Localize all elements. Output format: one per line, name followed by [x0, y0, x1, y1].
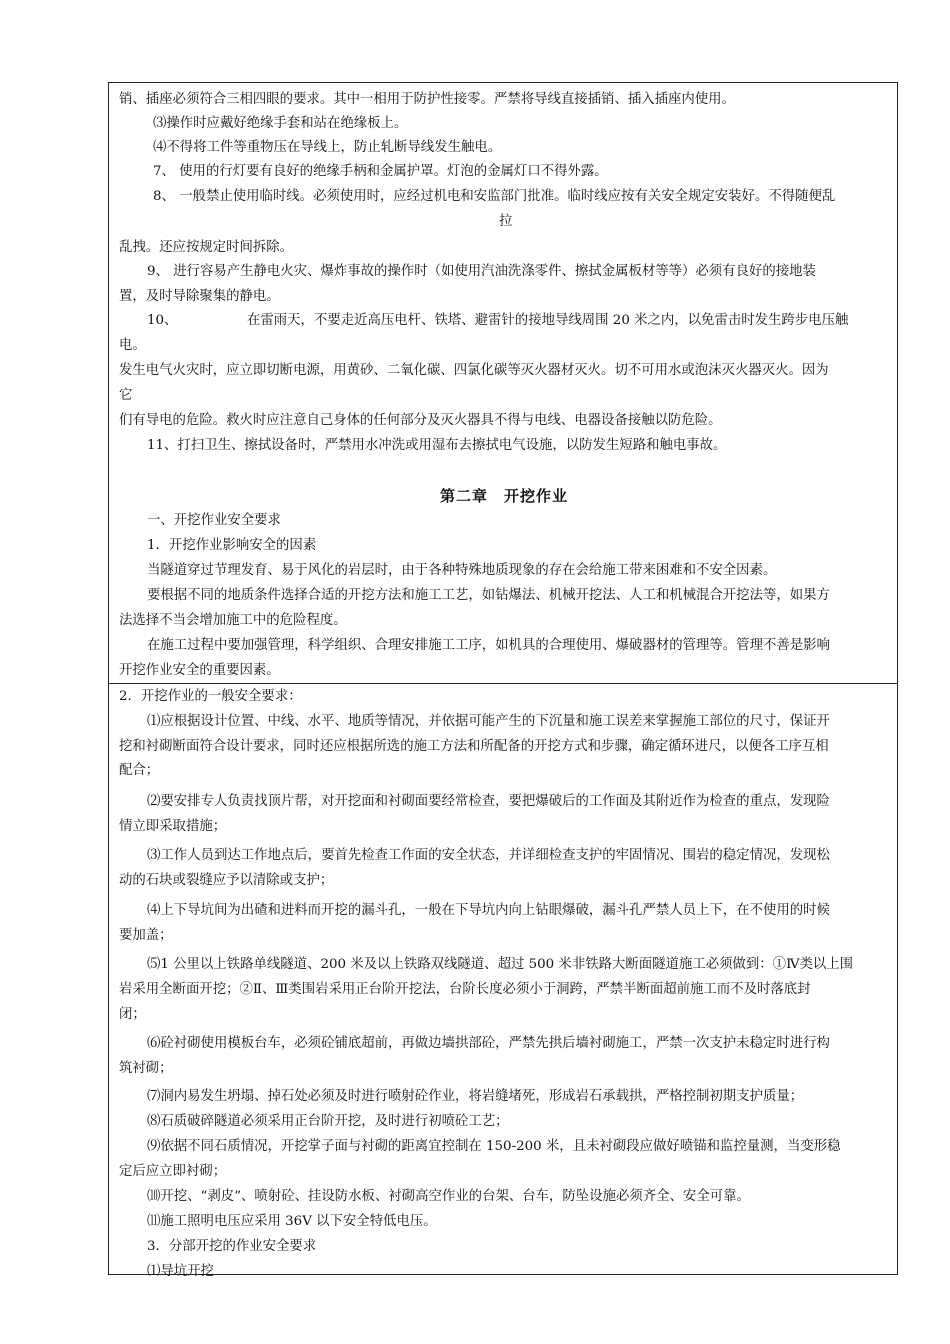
subsection-heading: 3．分部开挖的作业安全要求	[147, 1239, 317, 1254]
text-line: 定后应立即衬砌；	[119, 1164, 227, 1179]
text-line: ⑽开挖、“剥皮”、喷射砼、挂设防水板、衬砌高空作业的台架、台车，防坠设施必须齐全、安全可靠。	[147, 1189, 750, 1204]
text-line: ⑴应根据设计位置、中线、水平、地质等情况，并依据可能产生的下沉量和施工误差来掌握施工部位的尺寸，保证开	[147, 714, 830, 729]
text-line: 们有导电的危险。救火时应注意自己身体的任何部分及灭火器具不得与电线、电器设备接触以防危险。	[119, 413, 722, 428]
text-line: 电。	[119, 338, 146, 353]
text-line: 10、	[147, 313, 178, 328]
text-line: 挖和衬砌断面符合设计要求，同时还应根据所选的施工方法和所配备的开挖方式和步骤，确定循环进尺，以便各工序互相	[119, 739, 829, 754]
chapter-title: 第二章 开挖作业	[439, 487, 568, 505]
text-line: 11、打扫卫生、擦拭设备时，严禁用水冲洗或用湿布去擦拭电气设施，以防发生短路和触电事故。	[147, 438, 727, 453]
text-line: 8、 一般禁止使用临时线。必须使用时，应经过机电和安监部门批准。临时线应按有关安全规定安装好。不得随便乱	[153, 189, 836, 204]
text-line: 开挖作业安全的重要因素。	[119, 663, 280, 678]
text-line: ⑸1 公里以上铁路单线隧道、200 米及以上铁路双线隧道、超过 500 米非铁路大断面隧道施工必须做到：①Ⅳ类以上围	[147, 957, 854, 972]
text-line: ⑷不得将工件等重物压在导线上，防止轧断导线发生触电。	[153, 140, 502, 155]
text-line: 9、 进行容易产生静电火灾、爆炸事故的操作时（如使用汽油洗涤零件、擦拭金属板材等等）必须有良好的接地装	[147, 264, 816, 279]
section-heading: 一、开挖作业安全要求	[147, 513, 281, 528]
text-line: ⑴导坑开挖	[147, 1264, 214, 1279]
text-line: 乱拽。还应按规定时间拆除。	[119, 240, 294, 255]
text-line: 拉	[499, 214, 513, 229]
text-line: 要加盖；	[119, 928, 173, 943]
text-line: 筑衬砌；	[119, 1061, 173, 1076]
text-line: 配合；	[119, 763, 160, 778]
text-line: 动的石块或裂缝应予以清除或支护；	[119, 873, 334, 888]
text-line: 在雷雨天，不要走近高压电杆、铁塔、避雷针的接地导线周围 20 米之内，以免雷击时发生跨步电压触	[247, 313, 849, 328]
text-line: 它	[119, 388, 133, 403]
text-line: 在施工过程中要加强管理，科学组织、合理安排施工工序，如机具的合理使用、爆破器材的管理等。管理不善是影响	[147, 638, 830, 653]
text-line: 销、插座必须符合三相四眼的要求。其中一相用于防护性接零。严禁将导线直接插销、插入插座内使用。	[119, 92, 735, 107]
text-line: ⑾施工照明电压应采用 36V 以下安全特低电压。	[147, 1214, 437, 1229]
text-line: 要根据不同的地质条件选择合适的开挖方法和施工工艺，如钻爆法、机械开挖法、人工和机械混合开挖法等，如果方	[147, 588, 830, 603]
text-line: ⑷上下导坑间为出碴和进料而开挖的漏斗孔，一般在下导坑内向上钻眼爆破，漏斗孔严禁人员上下，在不使用的时候	[147, 903, 830, 918]
text-line: 闭；	[119, 1007, 146, 1022]
text-line: ⑺洞内易发生坍塌、掉石处必须及时进行喷射砼作业，将岩缝堵死，形成岩石承载拱，严格控制初期支护质量；	[147, 1089, 804, 1104]
text-line: 情立即采取措施；	[119, 819, 227, 834]
subsection-heading: 2．开挖作业的一般安全要求：	[119, 689, 302, 704]
text-line: 7、 使用的行灯要有良好的绝缘手柄和金属护罩。灯泡的金属灯口不得外露。	[153, 164, 608, 179]
subsection-heading: 1．开挖作业影响安全的因素	[147, 538, 317, 553]
document-frame	[108, 82, 898, 1279]
text-line: ⑶操作时应戴好绝缘手套和站在绝缘板上。	[153, 116, 408, 131]
text-line: 法选择不当会增加施工中的危险程度。	[119, 613, 347, 628]
text-line: 岩采用全断面开挖；②Ⅱ、Ⅲ类围岩采用正台阶开挖法，台阶长度必须小于洞跨，严禁半断面超前施工而不及时落底封	[119, 982, 811, 997]
text-line: ⑻石质破碎隧道必须采用正台阶开挖，及时进行初喷砼工艺；	[147, 1114, 509, 1129]
text-line: 发生电气火灾时，应立即切断电源，用黄砂、二氧化碳、四氯化碳等灭火器材灭火。切不可用水或泡沫灭火器灭火。因为	[119, 363, 829, 378]
text-line: ⑼依据不同石质情况，开挖掌子面与衬砌的距离宜控制在 150-200 米，且未衬砌段应做好喷锚和监控量测，当变形稳	[147, 1139, 841, 1154]
table-divider	[109, 683, 897, 684]
text-line: ⑶工作人员到达工作地点后，要首先检查工作面的安全状态，并详细检查支护的牢固情况、围岩的稳定情况，发现松	[147, 848, 830, 863]
text-line: ⑵要安排专人负责找顶片帮，对开挖面和衬砌面要经常检查，要把爆破后的工作面及其附近作为检查的重点，发现险	[147, 794, 830, 809]
text-line: 当隧道穿过节理发育、易于风化的岩层时，由于各种特殊地质现象的存在会给施工带来困难和不安全因素。	[147, 563, 777, 578]
text-line: 置，及时导除聚集的静电。	[119, 289, 280, 304]
text-line: ⑹砼衬砌使用模板台车，必须砼铺底超前，再做边墙拱部砼，严禁先拱后墙衬砌施工，严禁一次支护未稳定时进行构	[147, 1036, 830, 1051]
